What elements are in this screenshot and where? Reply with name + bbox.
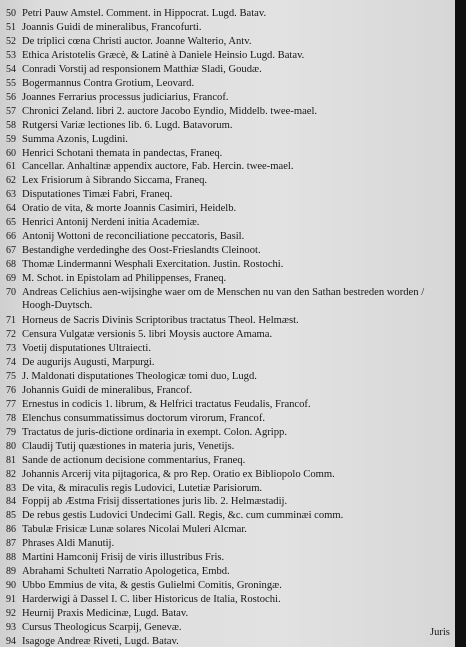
entry-number: 93 (6, 622, 16, 634)
entry-number: 54 (6, 63, 16, 75)
entry-title: Joannis Guidi de mineralibus, Francofurti. (22, 21, 202, 33)
entry-number: 55 (6, 77, 16, 89)
entry-number: 92 (6, 608, 16, 620)
list-item (6, 440, 458, 454)
list-item (6, 328, 458, 342)
entry-number: 81 (6, 454, 16, 466)
list-item (6, 593, 458, 607)
entry-number: 75 (6, 370, 16, 382)
entry-number: 90 (6, 580, 16, 592)
list-item (6, 607, 458, 621)
list-item (6, 551, 458, 565)
list-item (6, 202, 458, 216)
entry-title: Ubbo Emmius de vita, & gestis Gulielmi Comitis, Groningæ. (22, 580, 282, 592)
entry-number: 72 (6, 329, 16, 341)
list-item (6, 216, 458, 230)
list-item (6, 244, 458, 258)
entry-title: Foppij ab Æstma Frisij dissertationes juris lib. 2. Helmæstadij. (22, 496, 288, 508)
entry-title: De augurijs Augusti, Marpurgi. (22, 356, 155, 368)
entry-number: 58 (6, 119, 16, 131)
list-item (6, 7, 458, 21)
list-item (6, 537, 458, 551)
list-item (6, 579, 458, 593)
list-item (6, 160, 458, 174)
list-item (6, 495, 458, 509)
entry-title: Summa Azonis, Lugdini. (22, 133, 128, 145)
entry-title: De rebus gestis Ludovici Undecimi Gall. Regis, &c. cum cumminæi comm. (22, 510, 344, 522)
entry-number: 66 (6, 231, 16, 243)
entry-number: 88 (6, 552, 16, 564)
entry-title: Phrases Aldi Manutij. (22, 538, 115, 550)
list-item (6, 35, 458, 49)
entry-title: Censura Vulgatæ versionis 5. libri Moysis auctore Amama. (22, 329, 273, 341)
list-item (6, 342, 458, 356)
list-item (6, 147, 458, 161)
list-item (6, 370, 458, 384)
entry-number: 65 (6, 217, 16, 229)
entry-title: Heurnij Praxis Medicinæ, Lugd. Batav. (22, 608, 189, 620)
entry-title: Johannis Guidi de mineralibus, Francof. (22, 384, 193, 396)
entry-title: Petri Pauw Amstel. Comment. in Hippocrat. Lugd. Batav. (22, 8, 267, 19)
list-item (6, 21, 458, 35)
entry-number: 52 (6, 35, 16, 47)
list-item (6, 174, 458, 188)
entry-number: 73 (6, 342, 16, 354)
entry-title: Abrahami Schulteti Narratio Apologetica, Embd. (22, 566, 230, 578)
list-item (6, 133, 458, 147)
entry-title: Tractatus de juris-dictione ordinaria in exempt. Colon. Agripp. (22, 426, 287, 438)
entry-number: 84 (6, 496, 16, 508)
entry-number: 74 (6, 356, 16, 368)
entry-title: Martini Hamconij Frisij de viris illustribus Fris. (22, 552, 225, 564)
list-item (6, 91, 458, 105)
list-item (6, 356, 458, 370)
entry-title: Ernestus in codicis 1. librum, & Helfrici tractatus Feudalis, Francof. (22, 398, 311, 410)
list-item (6, 454, 458, 468)
entry-title: Conradi Vorstij ad responsionem Matthiæ Sladi, Goudæ. (22, 63, 262, 75)
list-item (6, 49, 458, 63)
entry-title: Cancellar. Anhaltinæ appendix auctore, Fab. Hercin. twee-mael. (22, 161, 294, 173)
entry-number: 80 (6, 440, 16, 452)
entry-title: Henrici Schotani themata in pandectas, Franeq. (22, 147, 223, 159)
entry-title: J. Maldonati disputationes Theologicæ tomi duo, Lugd. (22, 370, 257, 382)
entry-title: De triplici cœna Christi auctor. Joanne Walterio, Antv. (22, 35, 252, 47)
entry-number: 56 (6, 91, 16, 103)
list-item (6, 412, 458, 426)
entry-number: 79 (6, 426, 16, 438)
book-list (6, 7, 458, 647)
list-item (6, 565, 458, 579)
entry-title: Andreas Celichius aen-wijsinghe waer om de Menschen nu van den Sathan bestreden worden / Hoogh-Duytsch. (22, 287, 425, 312)
entry-number: 77 (6, 398, 16, 410)
list-item (6, 509, 458, 523)
entry-title: Oratio de vita, & morte Joannis Casimiri, Heidelb. (22, 203, 237, 215)
entry-title: Tabulæ Frisicæ Lunæ solares Nicolai Muleri Alcmar. (22, 524, 247, 536)
entry-number: 91 (6, 594, 16, 606)
list-item (6, 188, 458, 202)
list-item (6, 635, 458, 647)
list-item (6, 523, 458, 537)
entry-number: 50 (6, 8, 16, 19)
entry-number: 76 (6, 384, 16, 396)
list-item (6, 398, 458, 412)
entry-title: Voetij disputationes Ultraiecti. (22, 342, 151, 354)
list-item (6, 426, 458, 440)
entry-title: Elenchus consummatissimus doctorum virorum, Francof. (22, 412, 266, 424)
entry-title: Disputationes Timæi Fabri, Franeq. (22, 189, 173, 201)
entry-title: De vita, & miraculis regis Ludovici, Lutetiæ Parisiorum. (22, 482, 263, 494)
entry-title: Henrici Antonij Nerdeni initia Academiæ. (22, 217, 200, 229)
list-item (6, 258, 458, 272)
entry-title: Cursus Theologicus Scarpij, Genevæ. (22, 622, 182, 634)
list-item (6, 314, 458, 328)
entry-number: 51 (6, 21, 16, 33)
list-item (6, 468, 458, 482)
entry-title: Thomæ Lindermanni Wesphali Exercitation. Justin. Rostochi. (22, 259, 284, 271)
entry-title: Bogermannus Contra Grotium, Leovard. (22, 77, 195, 89)
entry-number: 86 (6, 524, 16, 536)
entry-number: 83 (6, 482, 16, 494)
entry-title: Rutgersi Variæ lectiones lib. 6. Lugd. Batavorum. (22, 119, 233, 131)
entry-title: Johannis Arcerij vita pijtagorica, & pro Rep. Oratio ex Bibliopolo Comm. (22, 468, 335, 480)
entry-number: 71 (6, 315, 16, 327)
entry-title: Joannes Ferrarius processus judiciarius, Francof. (22, 91, 229, 103)
entry-title: Isagoge Andreæ Riveti, Lugd. Batav. (22, 635, 179, 647)
entry-number: 87 (6, 538, 16, 550)
list-item (6, 482, 458, 496)
entry-number: 82 (6, 468, 16, 480)
entry-number: 69 (6, 273, 16, 285)
list-item (6, 621, 458, 635)
entry-title: Ethica Aristotelis Græcè, & Latinè à Daniele Heinsio Lugd. Batav. (22, 49, 305, 61)
entry-number: 57 (6, 105, 16, 117)
entry-number: 68 (6, 259, 16, 271)
entry-title: Antonij Wottoni de reconciliatione peccatoris, Basil. (22, 231, 245, 243)
entry-number: 70 (6, 287, 16, 299)
list-item (6, 77, 458, 91)
entry-number: 94 (6, 635, 16, 647)
page-edge-shadow (455, 0, 466, 647)
entry-title: Sande de actionum decisione commentarius, Franeq. (22, 454, 246, 466)
entry-title: Harderwigi à Dassel I. C. liber Historicus de Italia, Rostochi. (22, 594, 281, 606)
entry-title: M. Schot. in Epistolam ad Philippenses, Franeq. (22, 273, 227, 285)
list-item (6, 119, 458, 133)
entry-title: Lex Frisiorum à Sibrando Siccama, Franeq. (22, 175, 208, 187)
entry-number: 60 (6, 147, 16, 159)
list-item (6, 272, 458, 286)
entry-number: 53 (6, 49, 16, 61)
entry-number: 63 (6, 189, 16, 201)
catchword: Juris (430, 627, 450, 638)
entry-number: 78 (6, 412, 16, 424)
list-item (6, 63, 458, 77)
entry-number: 61 (6, 161, 16, 173)
entry-number: 89 (6, 566, 16, 578)
entry-number: 85 (6, 510, 16, 522)
list-item (6, 384, 458, 398)
entry-title: Horneus de Sacris Divinis Scriptoribus tractatus Theol. Helmæst. (22, 315, 299, 327)
entry-title: Chronici Zeland. libri 2. auctore Jacobo Eyndio, Middelb. twee-mael. (22, 105, 318, 117)
entry-number: 59 (6, 133, 16, 145)
entry-number: 67 (6, 245, 16, 257)
entry-title: Claudij Tutij quæstiones in materia juris, Venetijs. (22, 440, 235, 452)
entry-number: 64 (6, 203, 16, 215)
entry-number: 62 (6, 175, 16, 187)
list-item (6, 286, 458, 314)
entry-title: Bestandighe verdedinghe des Oost-Frieslandts Cleinoot. (22, 245, 261, 257)
list-item (6, 230, 458, 244)
list-item (6, 105, 458, 119)
